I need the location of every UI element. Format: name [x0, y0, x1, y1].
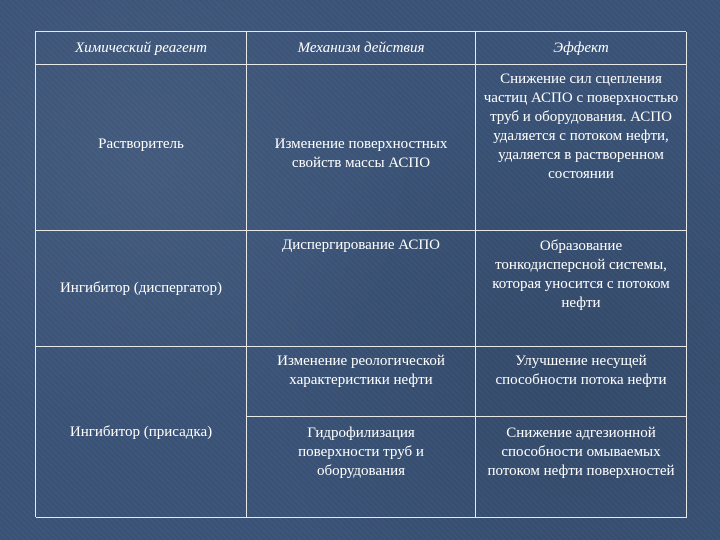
reagents-table: [35, 31, 686, 517]
row1-effect-cell: [476, 65, 687, 231]
header-effect: [476, 32, 687, 65]
row1-reagent-cell: [36, 65, 247, 231]
row3-effect: Улучшение несущей способности потока нефти: [495, 353, 667, 388]
row2-mechanism-cell: [247, 231, 476, 347]
row1-effect: Снижение сил сцепления частиц АСПО с поверхностью труб и оборудования. АСПО удаляется с потоком нефти, удаляется в растворенном состоянии: [483, 71, 679, 182]
row1-reagent: Растворитель: [98, 136, 184, 152]
row2-mechanism: Диспергирование АСПО: [281, 237, 441, 253]
header-mechanism-text: Механизм действия: [297, 39, 425, 56]
row2-reagent: Ингибитор (диспергатор): [59, 280, 223, 296]
row3-mechanism: Изменение реологической характеристики нефти: [277, 353, 445, 388]
row4-effect: Снижение адгезионной способности омываемых потоком нефти поверхностей: [487, 425, 675, 479]
row2-reagent-cell: [36, 231, 247, 347]
row4-mechanism: Гидрофилизация поверхности труб и оборудования: [298, 425, 424, 479]
row3-effect-cell: [476, 347, 687, 417]
header-effect-text: Эффект: [553, 39, 609, 56]
row4-mechanism-cell: [247, 417, 476, 518]
row3-mechanism-cell: [247, 347, 476, 417]
header-reagent: [36, 32, 247, 65]
header-reagent-text: Химический реагент: [74, 39, 208, 56]
row3-reagent-cell: [36, 347, 247, 518]
row4-effect-cell: [476, 417, 687, 518]
row3-reagent: Ингибитор (присадка): [69, 423, 213, 440]
row2-effect-cell: [476, 231, 687, 347]
row2-effect: Образование тонкодисперсной системы, которая уносится с потоком нефти: [492, 238, 670, 311]
header-mechanism: [247, 32, 476, 65]
row1-mechanism: Изменение поверхностных свойств массы АСПО: [274, 136, 448, 171]
row1-mechanism-cell: [247, 65, 476, 231]
